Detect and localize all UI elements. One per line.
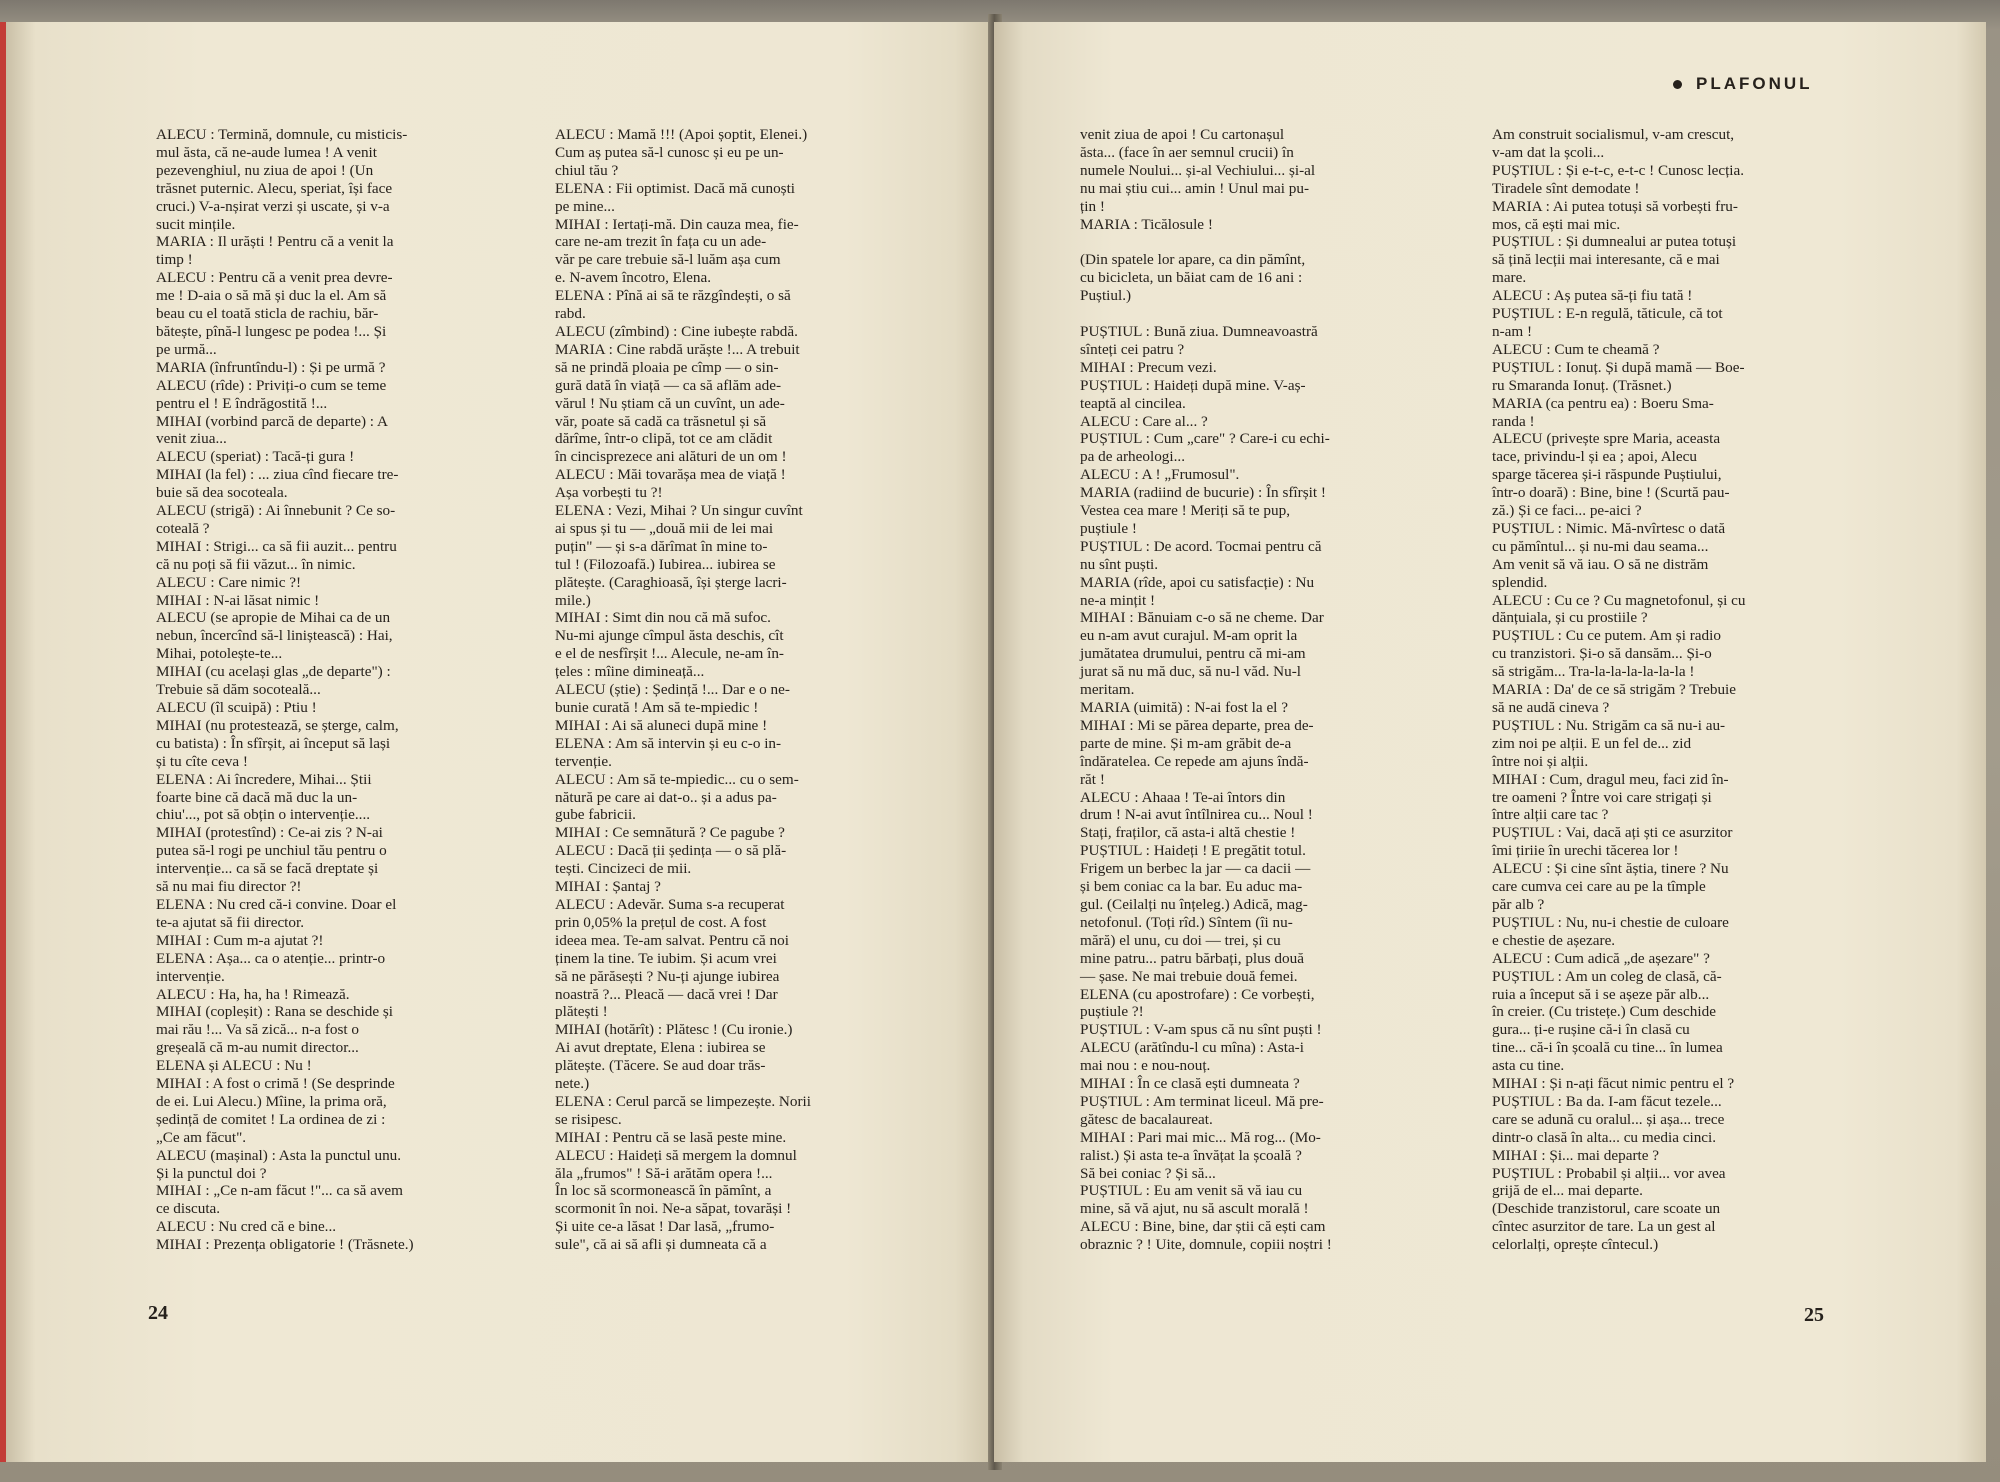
- text-line: MARIA : Ticălosule !: [1080, 215, 1213, 233]
- text-line: jurat să nu mă duc, să nu-l văd. Nu-l: [1080, 663, 1302, 681]
- text-line: venit ziua de apoi ! Cu cartonașul: [1080, 126, 1285, 143]
- text-line: vărul ! Nu știam că un cuvînt, un ade-: [555, 394, 785, 412]
- text-line: [1080, 305, 1424, 323]
- text-line: foarte bine că dacă mă duc la un-: [156, 788, 358, 806]
- page-number-left: 24: [148, 1302, 168, 1324]
- text-line: văr, poate să cadă ca trăsnetul și să: [555, 412, 767, 430]
- text-line: ALECU : A ! „Frumosul".: [1080, 466, 1240, 484]
- text-column-3: [1080, 126, 1424, 1254]
- text-line: PUȘTIUL : Am un coleg de clasă, că-: [1492, 967, 1722, 985]
- text-line: între alții care tac ?: [1492, 806, 1609, 824]
- text-line: ALECU : Mamă !!! (Apoi șoptit, Elenei.): [555, 126, 808, 143]
- text-line: bătește, pînă-l lungesc pe podea !... Și: [156, 322, 387, 340]
- text-line: păr alb ?: [1492, 895, 1545, 913]
- text-line: PUȘTIUL : Nimic. Mă-nvîrtesc o dată: [1492, 519, 1726, 537]
- text-line: sînteți cei patru ?: [1080, 340, 1185, 358]
- text-line: ru Smaranda Ionuț. (Trăsnet.): [1492, 376, 1672, 394]
- text-line: ALECU : Haideți să mergem la domnul: [555, 1146, 797, 1164]
- text-line: PUȘTIUL : Probabil și alții... vor avea: [1492, 1164, 1726, 1182]
- text-line: MIHAI : Ce semnătură ? Ce pagube ?: [555, 824, 785, 842]
- text-line: bunie curată ! Am să te-mpiedic !: [555, 699, 759, 716]
- text-line: MARIA (uimită) : N-ai fost la el ?: [1080, 699, 1288, 716]
- text-line: cu bicicleta, un băiat cam de 16 ani :: [1080, 269, 1303, 287]
- text-line: MARIA (rîde, apoi cu satisfacție) : Nu: [1080, 573, 1315, 591]
- text-line: ELENA (cu apostrofare) : Ce vorbești,: [1080, 985, 1315, 1003]
- text-line: într-o doară) : Bine, bine ! (Scurtă pau-: [1492, 484, 1730, 502]
- text-line: cîntec asurzitor de tare. La un gest al: [1492, 1218, 1716, 1236]
- text-line: ELENA : Cerul parcă se limpezește. Norii: [555, 1092, 811, 1110]
- text-line: Și la punctul doi ?: [156, 1164, 267, 1182]
- text-line: Așa vorbești tu ?!: [555, 484, 663, 502]
- text-line: MIHAI : Simt din nou că mă sufoc.: [555, 609, 771, 627]
- text-line: ALECU : Nu cred că e bine...: [156, 1218, 337, 1236]
- text-line: în cincisprezece ani alături de un om !: [555, 448, 787, 466]
- text-line: ELENA : Am să intervin și eu c-o in-: [555, 734, 782, 752]
- text-line: gube fabricii.: [555, 806, 636, 824]
- text-line: tace, privindu-l și ea ; apoi, Alecu: [1492, 448, 1697, 466]
- text-line: ALECU (îl scuipă) : Ptiu !: [156, 699, 317, 716]
- text-line: intervenție... ca să se facă dreptate și: [156, 860, 379, 878]
- text-line: MIHAI : Pari mai mic... Mă rog... (Mo-: [1080, 1128, 1321, 1146]
- text-line: mile.): [555, 591, 591, 609]
- text-line: ALECU (zîmbind) : Cine iubește rabdă.: [555, 322, 798, 340]
- text-line: e. N-avem încotro, Elena.: [555, 269, 712, 287]
- text-line: care ne-am trezit în fața cu un ade-: [555, 233, 767, 251]
- text-line: să țină lecții mai interesante, că e mai: [1492, 251, 1720, 269]
- text-line: Ai avut dreptate, Elena : iubirea se: [555, 1039, 766, 1057]
- text-line: PUȘTIUL : Haideți ! E pregătit totul.: [1080, 842, 1306, 860]
- text-line: MIHAI (hotărît) : Plătesc ! (Cu ironie.): [555, 1021, 793, 1039]
- text-line: răt !: [1080, 770, 1105, 788]
- text-line: PUȘTIUL : Eu am venit să vă iau cu: [1080, 1182, 1303, 1200]
- text-line: cu batista) : În sfîrșit, ai început să lași: [156, 734, 391, 752]
- text-line: ruia a început să i se așeze păr alb...: [1492, 985, 1710, 1003]
- text-line: prin 0,05% la prețul de cost. A fost: [555, 913, 767, 931]
- text-line: ALECU : Ha, ha, ha ! Rimează.: [156, 985, 350, 1003]
- text-line: MIHAI (vorbind parcă de departe) : A: [156, 412, 388, 430]
- text-line: ăsta... (face în aer semnul crucii) în: [1080, 143, 1294, 161]
- text-line: MIHAI : N-ai lăsat nimic !: [156, 591, 320, 609]
- text-line: ELENA : Ai încredere, Mihai... Știi: [156, 770, 372, 788]
- text-line: PUȘTIUL : De acord. Tocmai pentru că: [1080, 537, 1322, 555]
- text-line: jumătatea drumului, pentru că mi-am: [1080, 645, 1306, 663]
- text-line: trăsnet puternic. Alecu, speriat, își face: [156, 179, 393, 197]
- text-line: ALECU : Termină, domnule, cu misticis-: [156, 126, 408, 143]
- text-line: [1080, 233, 1424, 251]
- text-line: ALECU : Adevăr. Suma s-a recuperat: [555, 895, 785, 913]
- text-line: chiu'..., pot să obțin o intervenție....: [156, 806, 371, 824]
- text-line: mine patru... patru bărbați, plus două: [1080, 949, 1304, 967]
- text-line: PUȘTIUL : E-n regulă, tăticule, că tot: [1492, 305, 1723, 323]
- text-line: cu tranzistori. Și-o să dansăm... Și-o: [1492, 645, 1712, 663]
- text-line: Frigem un berbec la jar — ca dacii —: [1080, 860, 1311, 878]
- text-line: MIHAI : Și... mai departe ?: [1492, 1146, 1660, 1164]
- text-line: MIHAI : Iertați-mă. Din cauza mea, fie-: [555, 215, 799, 233]
- text-line: Am construit socialismul, v-am crescut,: [1492, 126, 1735, 143]
- text-line: MARIA (ca pentru ea) : Boeru Sma-: [1492, 394, 1714, 412]
- text-line: Trebuie să dăm socoteală...: [156, 681, 321, 699]
- text-line: nătură pe care ai dat-o.. și a adus pa-: [555, 788, 777, 806]
- text-line: ideea mea. Te-am salvat. Pentru că noi: [555, 931, 789, 949]
- text-line: eu n-am avut curajul. M-am oprit la: [1080, 627, 1298, 645]
- text-line: să ne audă cineva ?: [1492, 699, 1610, 716]
- text-line: ELENA : Pînă ai să te răzgîndești, o să: [555, 287, 791, 305]
- text-line: Am venit să vă iau. O să ne distrăm: [1492, 555, 1709, 573]
- text-line: PUȘTIUL : Ba da. I-am făcut tezele...: [1492, 1092, 1722, 1110]
- text-line: ALECU (arătîndu-l cu mîna) : Asta-i: [1080, 1039, 1304, 1057]
- text-line: MIHAI : Strigi... ca să fii auzit... pentru: [156, 537, 397, 555]
- text-line: mine, să vă ajut, nu să ascult morală !: [1080, 1200, 1309, 1218]
- text-column-1: [156, 126, 506, 1254]
- text-line: pentru el ! E îndrăgostită !...: [156, 394, 328, 412]
- text-line: buie să dea socoteala.: [156, 484, 288, 502]
- text-line: și bem coniac ca la bar. Eu aduc ma-: [1080, 878, 1303, 896]
- running-header: [1673, 74, 1813, 94]
- text-line: Mihai, potolește-te...: [156, 645, 283, 663]
- text-line: MIHAI : Precum vezi.: [1080, 358, 1217, 376]
- text-line: dărîme, într-o clipă, tot ce am clădit: [555, 430, 773, 448]
- text-line: ALECU : Care nimic ?!: [156, 573, 302, 591]
- text-line: plătește. (Tăcere. Se aud doar trăs-: [555, 1057, 766, 1075]
- text-line: ALECU : Și cine sînt ăștia, tinere ? Nu: [1492, 860, 1729, 878]
- text-line: ELENA : Nu cred că-i convine. Doar el: [156, 895, 397, 913]
- text-line: ELENA : Fii optimist. Dacă mă cunoști: [555, 179, 796, 197]
- text-line: ALECU (știe) : Ședință !... Dar e o ne-: [555, 681, 790, 699]
- text-line: MIHAI : Cum, dragul meu, faci zid în-: [1492, 770, 1729, 788]
- text-line: PUȘTIUL : Am terminat liceul. Mă pre-: [1080, 1092, 1324, 1110]
- text-line: PUȘTIUL : Cu ce putem. Am și radio: [1492, 627, 1721, 645]
- text-line: pa de arheologi...: [1080, 448, 1186, 466]
- text-line: MIHAI : Pentru că se lasă peste mine.: [555, 1128, 787, 1146]
- text-line: ALECU : Dacă ții ședința — o să plă-: [555, 842, 787, 860]
- text-line: și tu cîte ceva !: [156, 752, 248, 770]
- text-line: randa !: [1492, 412, 1535, 430]
- text-line: ELENA : Așa... ca o atenție... printr-o: [156, 949, 386, 967]
- text-line: îmi țiriie în urechi tăcerea lor !: [1492, 842, 1679, 860]
- text-line: sucit mințile.: [156, 215, 236, 233]
- text-line: grijă de el... mai departe.: [1492, 1182, 1643, 1200]
- text-line: nu sînt puști.: [1080, 555, 1159, 573]
- text-line: PUȘTIUL : Și dumnealui ar putea totuși: [1492, 233, 1737, 251]
- text-line: să ne prindă ploaia pe cîmp — o sin-: [555, 358, 779, 376]
- text-line: pezevenghiul, nu ziua de apoi ! (Un: [156, 161, 374, 179]
- text-line: MIHAI : În ce clasă ești dumneata ?: [1080, 1075, 1300, 1093]
- text-line: MIHAI : „Ce n-am făcut !"... ca să avem: [156, 1182, 403, 1200]
- text-line: numele Noului... și-al Vechiului... și-al: [1080, 161, 1316, 179]
- running-header-title: PLAFONUL: [1696, 74, 1813, 93]
- text-line: (Deschide tranzistorul, care scoate un: [1492, 1200, 1721, 1218]
- text-line: scormonit în noi. Ne-a săpat, tovarăși !: [555, 1200, 792, 1218]
- text-line: ză.) Și ce faci... pe-aici ?: [1492, 502, 1642, 520]
- text-column-2: [555, 126, 911, 1254]
- text-line: PUȘTIUL : Cum „care" ? Care-i cu echi-: [1080, 430, 1330, 448]
- text-line: cu pămîntul... și nu-mi dau seama...: [1492, 537, 1709, 555]
- text-line: ALECU (strigă) : Ai înnebunit ? Ce so-: [156, 502, 396, 520]
- text-line: ținem la tine. Te iubim. Și acum vrei: [555, 949, 777, 967]
- text-line: obraznic ? ! Uite, domnule, copiii noștri !: [1080, 1236, 1332, 1254]
- text-line: tești. Cincizeci de mii.: [555, 860, 692, 878]
- text-line: PUȘTIUL : Haideți după mine. V-aș-: [1080, 376, 1306, 394]
- text-line: să strigăm... Tra-la-la-la-la-la-la !: [1492, 663, 1695, 681]
- text-line: țeles : mîine dimineață...: [555, 663, 705, 681]
- text-line: MIHAI : Ai să aluneci după mine !: [555, 716, 768, 734]
- text-line: timp !: [156, 251, 193, 269]
- text-line: se risipesc.: [555, 1110, 622, 1128]
- text-line: ALECU : Cu ce ? Cu magnetofonul, și cu: [1492, 591, 1746, 609]
- text-line: MARIA : Il urăști ! Pentru că a venit la: [156, 233, 394, 251]
- text-line: Nu-mi ajunge cîmpul ăsta deschis, cît: [555, 627, 784, 645]
- text-line: PUȘTIUL : Nu, nu-i chestie de culoare: [1492, 913, 1729, 931]
- text-line: În loc să scormonească în pămînt, a: [555, 1182, 772, 1200]
- text-line: dintr-o clasă în alta... cu media cinci.: [1492, 1128, 1717, 1146]
- text-line: ai spus și tu — „două mii de lei mai: [555, 519, 774, 537]
- text-line: MIHAI (protestînd) : Ce-ai zis ? N-ai: [156, 824, 383, 842]
- text-line: cruci.) V-a-nșirat verzi și uscate, și v-a: [156, 197, 390, 215]
- text-line: MIHAI : Cum m-a ajutat ?!: [156, 931, 324, 949]
- text-line: MIHAI (cu același glas „de departe") :: [156, 663, 391, 681]
- text-line: gura... ți-e rușine că-i în clasă cu: [1492, 1021, 1690, 1039]
- text-line: drum ! N-ai avut întîlnirea cu... Noul !: [1080, 806, 1313, 824]
- text-line: MIHAI (nu protestează, se șterge, calm,: [156, 716, 399, 734]
- text-line: că nu poți să fii văzut... în nimic.: [156, 555, 356, 573]
- text-line: care se adună cu oralul... și așa... trece: [1492, 1110, 1725, 1128]
- text-line: MIHAI : Mi se părea departe, prea de-: [1080, 716, 1314, 734]
- text-line: nu mai știu cui... amin ! Unul mai pu-: [1080, 179, 1310, 197]
- text-line: ALECU (se apropie de Mihai ca de un: [156, 609, 391, 627]
- text-line: puștiule !: [1080, 519, 1137, 537]
- text-line: ce discuta.: [156, 1200, 221, 1218]
- text-line: Să bei coniac ? Și să...: [1080, 1164, 1216, 1182]
- text-line: ralist.) Și asta te-a învățat la școală ?: [1080, 1146, 1302, 1164]
- text-line: MARIA : Ai putea totuși să vorbești fru-: [1492, 197, 1738, 215]
- text-line: v-am dat la școli...: [1492, 143, 1605, 161]
- text-line: ALECU : Cum te cheamă ?: [1492, 340, 1660, 358]
- text-line: sparge tăcerea și-i răspunde Puștiului,: [1492, 466, 1722, 484]
- text-line: venit ziua...: [156, 430, 227, 448]
- text-line: PUȘTIUL : Bună ziua. Dumneavoastră: [1080, 322, 1318, 340]
- text-line: ALECU : Am să te-mpiedic... cu o sem-: [555, 770, 799, 788]
- text-line: MIHAI : Șantaj ?: [555, 878, 661, 896]
- text-line: mos, că ești mai mic.: [1492, 215, 1621, 233]
- text-line: teaptă al cincilea.: [1080, 394, 1186, 412]
- text-line: parte de mine. Și m-am grăbit de-a: [1080, 734, 1292, 752]
- text-line: ALECU (privește spre Maria, aceasta: [1492, 430, 1721, 448]
- text-line: ALECU : Ahaaa ! Te-ai întors din: [1080, 788, 1286, 806]
- text-line: MARIA : Cine rabdă urăște !... A trebuit: [555, 340, 800, 358]
- text-line: (Din spatele lor apare, ca din pămînt,: [1080, 251, 1306, 269]
- text-line: ALECU : Măi tovarășa mea de viață !: [555, 466, 786, 484]
- text-line: tul ! (Filozoafă.) Iubirea... iubirea se: [555, 555, 776, 573]
- text-line: celorlalți, oprește cîntecul.): [1492, 1236, 1659, 1254]
- text-line: Tiradele sînt demodate !: [1492, 179, 1640, 197]
- text-line: noastră ?... Pleacă — dacă vrei ! Dar: [555, 985, 778, 1003]
- text-line: tervenție.: [555, 752, 612, 770]
- text-line: MIHAI : Prezența obligatorie ! (Trăsnete.): [156, 1236, 414, 1254]
- text-line: Vestea cea mare ! Meriți să te pup,: [1080, 502, 1290, 520]
- text-line: ALECU (mașinal) : Asta la punctul unu.: [156, 1146, 402, 1164]
- text-line: să nu mai fiu director ?!: [156, 878, 302, 896]
- text-line: PUȘTIUL : Vai, dacă ați ști ce asurzitor: [1492, 824, 1733, 842]
- text-line: ELENA și ALECU : Nu !: [156, 1057, 312, 1075]
- text-line: ALECU : Pentru că a venit prea devre-: [156, 269, 393, 287]
- text-line: intervenție.: [156, 967, 225, 985]
- text-line: asta cu tine.: [1492, 1057, 1565, 1075]
- text-line: zim noi pe alții. E un fel de... zid: [1492, 734, 1692, 752]
- text-line: MARIA (radiind de bucurie) : În sfîrșit !: [1080, 484, 1326, 502]
- page-number-right: 25: [1804, 1304, 1824, 1326]
- text-line: chiul tău ?: [555, 161, 619, 179]
- text-line: în creier. (Cu tristețe.) Cum deschide: [1492, 1003, 1716, 1021]
- right-page: [994, 22, 1986, 1462]
- text-line: e chestie de așezare.: [1492, 931, 1616, 949]
- text-line: putea să-l rogi pe unchiul tău pentru o: [156, 842, 387, 860]
- text-line: coteală ?: [156, 519, 210, 537]
- text-line: să ne părăsești ? Nu-ți ajunge iubirea: [555, 967, 780, 985]
- text-line: te-a ajutat să fii director.: [156, 913, 305, 931]
- text-line: îndăratelea. Ce repede am ajuns îndă-: [1080, 752, 1309, 770]
- text-line: tre oameni ? Între voi care strigați și: [1492, 788, 1712, 806]
- text-line: ședință de comitet ! La ordinea de zi :: [156, 1110, 386, 1128]
- text-line: gătesc de bacalaureat.: [1080, 1110, 1213, 1128]
- text-line: nebun, încercînd să-l liniștească) : Hai,: [156, 627, 393, 645]
- text-line: Puștiul.): [1080, 287, 1132, 305]
- text-line: dănțuiala, și cu prostiile ?: [1492, 609, 1648, 627]
- text-line: ALECU : Cum adică „de așezare" ?: [1492, 949, 1710, 967]
- text-line: MIHAI : A fost o crimă ! (Se desprinde: [156, 1075, 395, 1093]
- text-line: mără) el unu, cu doi — trei, și cu: [1080, 931, 1281, 949]
- text-line: e el de nesfîrșit !... Alecule, ne-am în-: [555, 645, 784, 663]
- text-line: între noi și alții.: [1492, 752, 1589, 770]
- text-line: MIHAI (copleșit) : Rana se deschide și: [156, 1003, 394, 1021]
- text-line: meritam.: [1080, 681, 1135, 699]
- text-line: văr pe care trebuie să-l luăm așa cum: [555, 251, 781, 269]
- text-line: gul. (Ceilalți nu înțeleg.) Adică, mag-: [1080, 895, 1308, 913]
- text-line: ALECU : Care al... ?: [1080, 412, 1208, 430]
- text-line: plătește. (Caraghioasă, își șterge lacri-: [555, 573, 787, 591]
- text-line: mul ăsta, că ne-aude lumea ! A venit: [156, 143, 377, 161]
- text-line: PUȘTIUL : Nu. Strigăm ca să nu-i au-: [1492, 716, 1726, 734]
- text-line: PUȘTIUL : V-am spus că nu sînt puști !: [1080, 1021, 1322, 1039]
- text-line: tine... că-i în școală cu tine... în lumea: [1492, 1039, 1723, 1057]
- text-line: n-am !: [1492, 322, 1533, 340]
- text-line: pe urmă...: [156, 340, 217, 358]
- text-line: nete.): [555, 1075, 590, 1093]
- text-line: beau cu el toată sticla de rachiu, băr-: [156, 305, 379, 323]
- text-line: MIHAI : Și n-ați făcut nimic pentru el ?: [1492, 1075, 1735, 1093]
- text-line: de ei. Lui Alecu.) Mîine, la prima oră,: [156, 1092, 387, 1110]
- text-line: gură dată în viață — ca să aflăm ade-: [555, 376, 782, 394]
- text-line: „Ce am făcut".: [156, 1128, 247, 1146]
- text-line: MARIA (înfruntîndu-l) : Și pe urmă ?: [156, 358, 386, 376]
- text-line: mai rău !... Va să zică... n-a fost o: [156, 1021, 359, 1039]
- text-line: PUȘTIUL : Ionuț. Și după mamă — Boe-: [1492, 358, 1745, 376]
- text-line: — șase. Ne mai trebuie două femei.: [1080, 967, 1298, 985]
- text-line: puțin" — și s-a dărîmat în mine to-: [555, 537, 768, 555]
- text-line: MIHAI (la fel) : ... ziua cînd fiecare tre-: [156, 466, 399, 484]
- text-line: ELENA : Vezi, Mihai ? Un singur cuvînt: [555, 502, 803, 520]
- text-line: ALECU : Aș putea să-ți fiu tată !: [1492, 287, 1693, 305]
- text-line: greșeală că m-au numit director...: [156, 1039, 359, 1057]
- text-line: pe mine...: [555, 197, 615, 215]
- text-line: me ! D-aia o să mă și duc la el. Am să: [156, 287, 387, 305]
- text-line: rabd.: [555, 305, 586, 323]
- text-line: mare.: [1492, 269, 1527, 287]
- text-line: mai nou : e nou-nouț.: [1080, 1057, 1211, 1075]
- text-line: ALECU : Bine, bine, dar știi că ești cam: [1080, 1218, 1326, 1236]
- text-line: puștiule ?!: [1080, 1003, 1144, 1021]
- text-line: netofonul. (Toți rîd.) Sîntem (îi nu-: [1080, 913, 1293, 931]
- bullet-icon: [1673, 80, 1682, 89]
- text-column-4: [1492, 126, 1844, 1254]
- text-line: ne-a mințit !: [1080, 591, 1156, 609]
- text-line: Stați, fraților, că asta-i altă chestie !: [1080, 824, 1296, 842]
- text-line: ăla „frumos" ! Să-i arătăm operа !...: [555, 1164, 773, 1182]
- text-line: splendid.: [1492, 573, 1548, 591]
- text-line: ALECU (rîde) : Priviți-o cum se teme: [156, 376, 387, 394]
- text-line: Cum aș putea să-l cunosc și eu pe un-: [555, 143, 784, 161]
- text-line: PUȘTIUL : Și e-t-c, e-t-c ! Cunosc lecția.: [1492, 161, 1745, 179]
- text-line: MARIA : Da' de ce să strigăm ? Trebuie: [1492, 681, 1737, 699]
- text-line: sule", că ai să afli și dumneata că a: [555, 1236, 767, 1254]
- left-page: [0, 22, 994, 1462]
- text-line: Și uite ce-a lăsat ! Dar lasă, „frumo-: [555, 1218, 775, 1236]
- text-line: țin !: [1080, 197, 1105, 215]
- text-line: ALECU (speriat) : Tacă-ți gura !: [156, 448, 355, 466]
- text-line: care cumva cei care au pe la tîmple: [1492, 878, 1706, 896]
- text-line: MIHAI : Bănuiam c-o să ne cheme. Dar: [1080, 609, 1324, 627]
- text-line: plătești !: [555, 1003, 608, 1021]
